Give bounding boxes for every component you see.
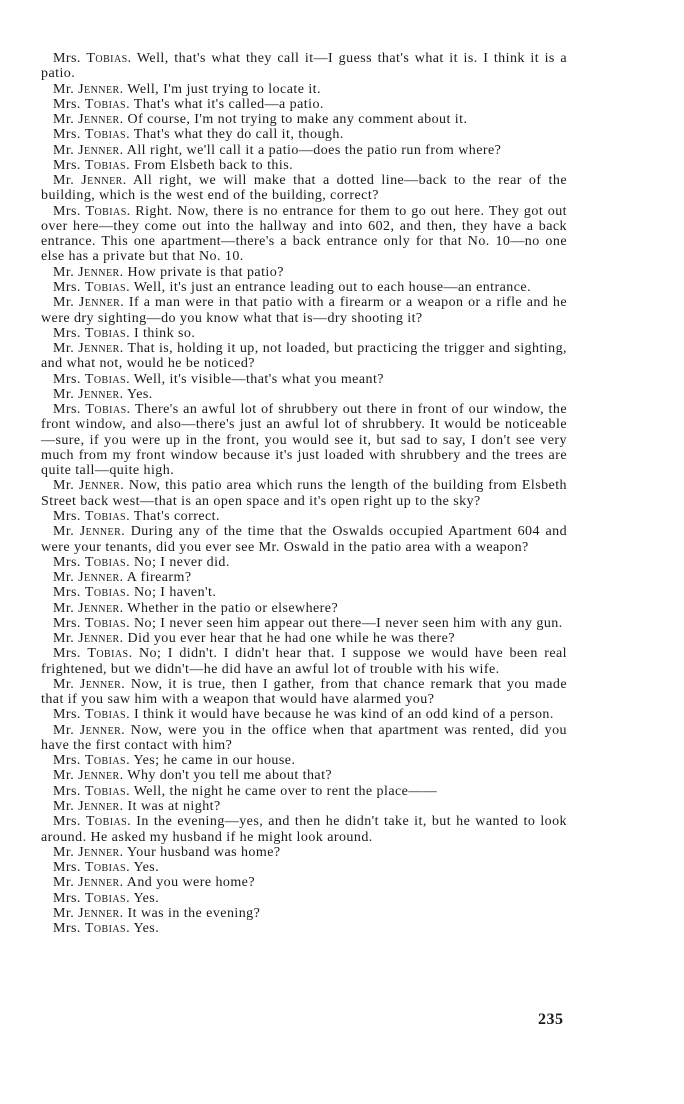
testimony-paragraph — [41, 112, 567, 127]
page-number: 235 — [538, 1011, 564, 1028]
speaker-title: Mr. — [53, 524, 75, 540]
testimony-paragraph — [41, 707, 567, 722]
speaker-title: Mr. — [53, 905, 75, 921]
statement-text: How private is that patio? — [127, 264, 284, 280]
speaker-title: Mrs. — [53, 753, 81, 769]
speaker-title: Mrs. — [53, 402, 81, 418]
testimony-paragraph — [41, 265, 567, 280]
testimony-paragraph — [41, 768, 567, 783]
speaker-title: Mr. — [53, 81, 75, 97]
testimony-paragraph — [41, 875, 567, 890]
speaker-title: Mr. — [53, 173, 75, 189]
speaker-name: Jenner. — [78, 142, 124, 158]
statement-text: That's what it's called—a patio. — [133, 96, 324, 112]
speaker-name: Tobias. — [84, 753, 131, 769]
speaker-title: Mr. — [53, 768, 75, 784]
speaker-name: Jenner. — [78, 905, 124, 921]
testimony-paragraph — [41, 509, 567, 524]
testimony-paragraph — [41, 585, 567, 600]
speaker-name: Jenner. — [79, 722, 126, 738]
speaker-title: Mr. — [53, 844, 75, 860]
statement-text: All right, we'll call it a patio—does the patio run from where? — [126, 142, 502, 158]
speaker-name: Tobias. — [86, 51, 132, 66]
statement-text: It was in the evening? — [127, 905, 261, 921]
testimony-body — [41, 51, 567, 936]
statement-text: That's correct. — [133, 508, 220, 524]
statement-text: From Elsbeth back to this. — [133, 157, 294, 173]
statement-text: I think so. — [133, 325, 196, 341]
speaker-title: Mrs. — [53, 814, 81, 830]
speaker-name: Tobias. — [85, 814, 132, 830]
speaker-name: Tobias. — [84, 96, 131, 112]
statement-text: Well, I'm just trying to locate it. — [127, 81, 321, 97]
testimony-paragraph — [41, 723, 567, 754]
speaker-title: Mr. — [53, 386, 75, 402]
testimony-paragraph — [41, 295, 567, 326]
statement-text: And you were home? — [126, 875, 256, 891]
speaker-name: Tobias. — [84, 860, 131, 876]
speaker-title: Mr. — [53, 722, 75, 738]
statement-text: There's an awful lot of shrubbery out there in front of our window, the front window, and also—there's just an awful lot of shrubbery. It would be noticeable—sure, if you were up in the front, you would see it, but sad to say, I don't see very much from my front window because it's just loaded with shrubbery and the trees are quite tall—quite high. — [41, 402, 568, 479]
speaker-title: Mrs. — [53, 96, 81, 112]
statement-text: No; I didn't. I didn't hear that. I suppose we would have been real frightened, but we didn't—he did have an awful lot of trouble with his wife. — [41, 646, 568, 677]
testimony-paragraph — [41, 753, 567, 768]
statement-text: All right, we will make that a dotted line—back to the rear of the building, which is the west end of the building, correct? — [41, 173, 567, 204]
testimony-paragraph — [41, 646, 567, 677]
statement-text: During any of the time that the Oswalds occupied Apartment 604 and were your tenants, did you ever see Mr. Oswald in the patio area with a weapon? — [41, 524, 568, 555]
statement-text: Yes. — [133, 860, 160, 876]
testimony-paragraph — [41, 601, 567, 616]
statement-text: Yes. — [127, 386, 153, 402]
speaker-title: Mrs. — [53, 890, 81, 906]
speaker-title: Mrs. — [53, 783, 81, 799]
speaker-title: Mrs. — [53, 51, 81, 66]
speaker-name: Jenner. — [78, 386, 124, 402]
speaker-name: Jenner. — [78, 295, 125, 311]
statement-text: No; I never did. — [133, 554, 230, 570]
testimony-paragraph — [41, 372, 567, 387]
speaker-name: Tobias. — [84, 157, 131, 173]
speaker-name: Jenner. — [78, 844, 124, 860]
statement-text: Yes. — [133, 890, 160, 906]
speaker-name: Tobias. — [84, 585, 131, 601]
testimony-paragraph — [41, 631, 567, 646]
speaker-title: Mr. — [53, 799, 75, 815]
speaker-title: Mrs. — [53, 921, 81, 937]
speaker-name: Jenner. — [78, 341, 124, 357]
speaker-name: Tobias. — [85, 203, 131, 219]
speaker-name: Jenner. — [78, 81, 124, 97]
statement-text: That's what they do call it, though. — [133, 127, 344, 143]
testimony-paragraph — [41, 616, 567, 631]
speaker-title: Mrs. — [53, 127, 81, 143]
speaker-name: Jenner. — [78, 799, 124, 815]
testimony-paragraph — [41, 891, 567, 906]
speaker-name: Jenner. — [78, 112, 124, 128]
speaker-name: Tobias. — [87, 646, 133, 662]
speaker-title: Mrs. — [53, 203, 81, 219]
speaker-title: Mr. — [53, 600, 75, 616]
testimony-paragraph — [41, 387, 567, 402]
speaker-title: Mrs. — [53, 585, 81, 601]
speaker-title: Mrs. — [53, 279, 81, 295]
testimony-paragraph — [41, 326, 567, 341]
speaker-title: Mrs. — [53, 554, 81, 570]
testimony-paragraph — [41, 341, 567, 372]
speaker-name: Jenner. — [78, 768, 124, 784]
speaker-name: Jenner. — [78, 600, 124, 616]
speaker-title: Mr. — [53, 264, 75, 280]
statement-text: Yes; he came in our house. — [133, 753, 296, 769]
testimony-paragraph — [41, 845, 567, 860]
testimony-paragraph — [41, 860, 567, 875]
testimony-paragraph — [41, 51, 567, 82]
testimony-paragraph — [41, 280, 567, 295]
testimony-paragraph — [41, 906, 567, 921]
testimony-paragraph — [41, 677, 567, 708]
statement-text: It was at night? — [127, 799, 221, 815]
speaker-title: Mr. — [53, 875, 75, 891]
statement-text: I think it would have because he was kind of an odd kind of a person. — [133, 707, 554, 723]
speaker-title: Mr. — [53, 676, 75, 692]
speaker-name: Jenner. — [81, 173, 127, 189]
statement-text: Yes. — [133, 921, 160, 937]
testimony-paragraph — [41, 784, 567, 799]
speaker-name: Tobias. — [84, 371, 131, 387]
statement-text: No; I never seen him appear out there—I never seen him with any gun. — [133, 615, 563, 631]
statement-text: Well, it's visible—that's what you meant? — [133, 371, 384, 387]
testimony-paragraph — [41, 921, 567, 936]
statement-text: Whether in the patio or elsewhere? — [127, 600, 339, 616]
speaker-name: Tobias. — [84, 127, 131, 143]
testimony-paragraph — [41, 555, 567, 570]
speaker-name: Jenner. — [78, 631, 124, 647]
statement-text: That is, holding it up, not loaded, but practicing the trigger and sighting, and what not, would he be noticed? — [41, 341, 567, 372]
speaker-title: Mrs. — [53, 325, 81, 341]
statement-text: Right. Now, there is no entrance for them to go out here. They got out over here—they come out into the hallway and into 602, and then, they have a back entrance. This one apartment—there's a back entrance only for that No. 10—no one else has a private but that No. 10. — [41, 203, 568, 265]
speaker-title: Mr. — [53, 295, 75, 311]
testimony-paragraph — [41, 524, 567, 555]
statement-text: Now, this patio area which runs the length of the building from Elsbeth Street back west—that is an open space and it's open right up to the sky? — [41, 478, 568, 509]
statement-text: Well, the night he came over to rent the place—— — [133, 783, 438, 799]
speaker-name: Tobias. — [84, 921, 131, 937]
statement-text: Well, it's just an entrance leading out to each house—an entrance. — [133, 279, 532, 295]
speaker-name: Tobias. — [84, 707, 131, 723]
speaker-name: Tobias. — [84, 615, 131, 631]
statement-text: A firearm? — [126, 570, 192, 586]
testimony-paragraph — [41, 158, 567, 173]
statement-text: Well, that's what they call it—I guess that's what it is. I think it is a patio. — [41, 51, 568, 82]
speaker-name: Tobias. — [85, 402, 131, 418]
speaker-title: Mrs. — [53, 508, 81, 524]
speaker-title: Mrs. — [53, 707, 81, 723]
speaker-title: Mr. — [53, 478, 75, 494]
speaker-title: Mrs. — [53, 371, 81, 387]
speaker-name: Tobias. — [84, 325, 131, 341]
speaker-title: Mrs. — [53, 157, 81, 173]
speaker-title: Mr. — [53, 341, 75, 357]
statement-text: Why don't you tell me about that? — [127, 768, 333, 784]
speaker-name: Jenner. — [79, 676, 126, 692]
speaker-name: Jenner. — [78, 264, 124, 280]
speaker-name: Tobias. — [84, 783, 131, 799]
speaker-title: Mr. — [53, 631, 75, 647]
testimony-paragraph — [41, 799, 567, 814]
speaker-name: Tobias. — [84, 554, 131, 570]
testimony-paragraph — [41, 97, 567, 112]
testimony-paragraph — [41, 478, 567, 509]
speaker-title: Mr. — [53, 142, 75, 158]
statement-text: Your husband was home? — [127, 844, 281, 860]
statement-text: Did you ever hear that he had one while he was there? — [127, 631, 455, 647]
speaker-name: Tobias. — [84, 279, 131, 295]
testimony-paragraph — [41, 82, 567, 97]
speaker-title: Mrs. — [53, 646, 81, 662]
speaker-name: Jenner. — [79, 524, 126, 540]
statement-text: Now, it is true, then I gather, from that chance remark that you made that if you saw him with a weapon that would have alarmed you? — [41, 676, 568, 708]
statement-text: In the evening—yes, and then he didn't take it, but he wanted to look around. He asked my husband if he might look around. — [41, 814, 568, 845]
speaker-title: Mr. — [53, 112, 75, 128]
testimony-paragraph — [41, 402, 567, 478]
speaker-name: Tobias. — [84, 508, 131, 524]
testimony-paragraph — [41, 127, 567, 142]
statement-text: No; I haven't. — [133, 585, 217, 601]
testimony-paragraph — [41, 204, 567, 265]
speaker-name: Jenner. — [78, 570, 124, 586]
testimony-paragraph — [41, 173, 567, 204]
speaker-name: Tobias. — [84, 890, 131, 906]
speaker-title: Mrs. — [53, 615, 81, 631]
speaker-name: Jenner. — [78, 875, 124, 891]
testimony-paragraph — [41, 814, 567, 845]
speaker-title: Mrs. — [53, 860, 81, 876]
testimony-paragraph — [41, 570, 567, 585]
statement-text: If a man were in that patio with a firearm or a weapon or a rifle and he were dry sighting—do you know what that is—dry shooting it? — [41, 295, 567, 326]
testimony-paragraph — [41, 143, 567, 158]
speaker-title: Mr. — [53, 570, 75, 586]
speaker-name: Jenner. — [78, 478, 125, 494]
statement-text: Now, were you in the office when that apartment was rented, did you have the first contact with him? — [41, 722, 567, 753]
statement-text: Of course, I'm not trying to make any comment about it. — [127, 112, 468, 128]
